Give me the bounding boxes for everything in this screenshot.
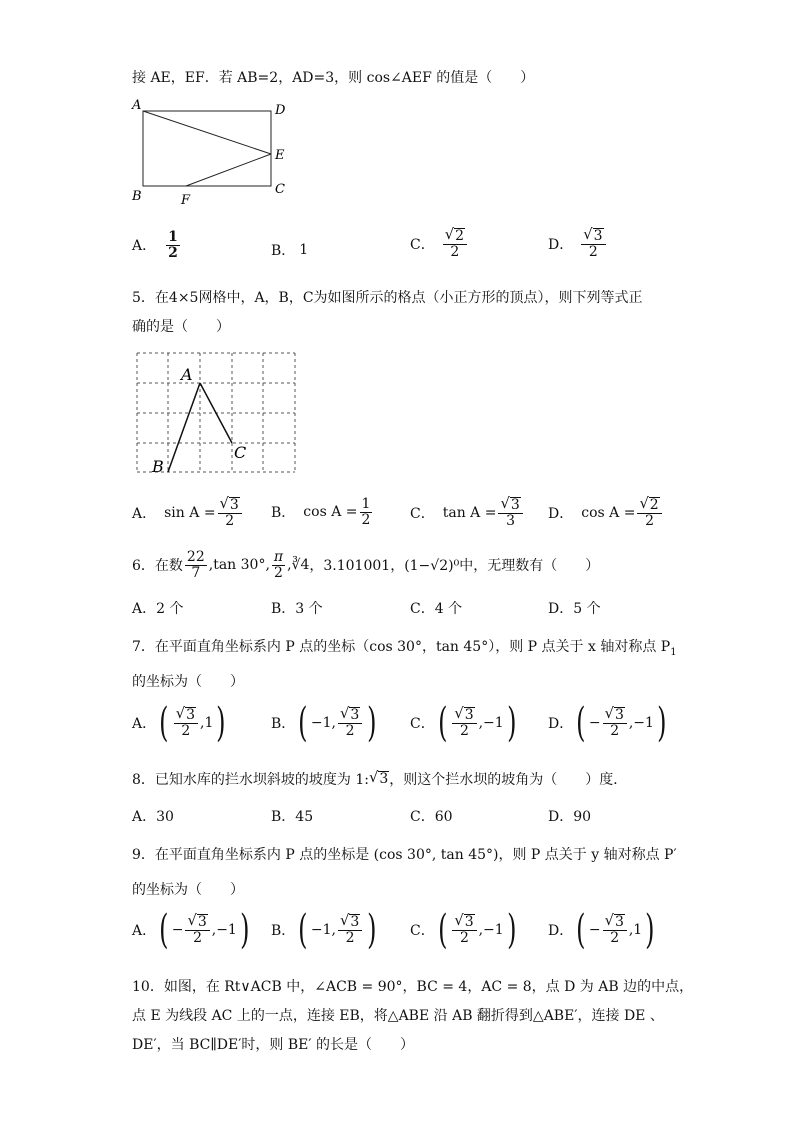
q9-option-c[interactable]: C． ( √ 3 2 ,−1 ): [410, 907, 517, 953]
q8-option-d[interactable]: D．90: [548, 809, 592, 825]
q4-stem: 接 AE，EF．若 AB=2，AD=3，则 cos∠AEF 的值是（ ）: [132, 70, 535, 86]
q6-option-a[interactable]: A．2 个: [132, 601, 184, 617]
q6-stem: 6．在数 $\frac{22}{7}$ ,tan 30°, $\frac{\pi}{2}$ ,∛4 ，3.101001，(1−√2)⁰中，无理数有（ ）: [132, 549, 600, 581]
q5-grid-figure: [132, 348, 302, 480]
q10-stem-line3: DE′，当 BC∥DE′时，则 BE′ 的长是（ ）: [132, 1037, 415, 1053]
q6-option-c[interactable]: C．4 个: [410, 601, 463, 617]
q8-option-a[interactable]: A．30: [132, 809, 174, 825]
q4-option-b[interactable]: B． 1: [271, 242, 309, 259]
q6-option-d[interactable]: D．5 个: [548, 601, 601, 617]
q4-label-E: E: [275, 148, 285, 163]
q9-stem-line2: 的坐标为（ ）: [132, 882, 244, 898]
q5-label-B: B: [152, 457, 164, 476]
q8-option-c[interactable]: C．60: [410, 809, 453, 825]
q8-option-b[interactable]: B．45: [271, 809, 314, 825]
q7-option-b[interactable]: B． ( −1, √ 3 2 ): [271, 700, 377, 746]
q4-label-B: B: [132, 189, 142, 204]
q5-label-A: A: [181, 365, 193, 384]
q5-option-a[interactable]: A． sin A = √ 3 2: [132, 497, 244, 529]
q7-stem-line2: 的坐标为（ ）: [132, 674, 244, 690]
q4-label-C: C: [275, 182, 285, 197]
q4-label-D: D: [275, 103, 286, 118]
q5-stem-line2: 确的是（ ）: [132, 319, 230, 335]
q5-option-c[interactable]: C． tan A = √ 3 3: [410, 497, 525, 529]
q5-option-d[interactable]: D． cos A = √ 2 2: [548, 497, 664, 529]
q4-option-d[interactable]: D． √ 3 2: [548, 228, 608, 260]
q10-stem-line2: 点 E 为线段 AC 上的一点，连接 EB，将△ABE 沿 AB 翻折得到△ABE′，连接 DE 、: [132, 1008, 664, 1024]
q4-option-c[interactable]: C． √ 2 2: [410, 228, 469, 260]
q4-label-A: A: [132, 98, 142, 113]
q4-label-F: F: [181, 193, 191, 208]
q7-option-a[interactable]: A． ( √ 3 2 ,1 ): [132, 700, 226, 746]
q10-stem-line1: 10．如图，在 Rt∨ACB 中，∠ACB = 90°，BC = 4，AC = 8，点 D 为 AB 边的中点，: [132, 979, 694, 995]
q9-stem-line1: 9．在平面直角坐标系内 P 点的坐标是 (cos 30°, tan 45°)，则 P 点关于 y 轴对称点 P′: [132, 847, 677, 863]
q9-option-d[interactable]: D． ( − √ 3 2 ,1 ): [548, 907, 655, 953]
q5-option-b[interactable]: B． cos A = $\frac{1}{2}$: [271, 496, 371, 528]
q7-option-c[interactable]: C． ( √ 3 2 ,−1 ): [410, 700, 517, 746]
q9-option-a[interactable]: A． ( − √ 3 2 ,−1 ): [132, 907, 250, 953]
q4-rectangle-figure: [128, 96, 298, 210]
q8-stem: 8．已知水库的拦水坝斜坡的坡度为 1: √ 3 ，则这个拦水坝的坡角为（ ）度．: [132, 768, 628, 788]
q6-option-b[interactable]: B．3 个: [271, 601, 323, 617]
q4-option-a[interactable]: A． $\frac{1}{2}$: [132, 229, 178, 261]
q5-label-C: C: [234, 443, 247, 462]
q7-stem-line1: 7．在平面直角坐标系内 P 点的坐标（cos 30°，tan 45°），则 P 点关于 x 轴对称点 $P_1$: [132, 639, 677, 658]
q5-stem-line1: 5．在4×5网格中，A，B，C为如图所示的格点（小正方形的顶点），则下列等式正: [132, 290, 643, 306]
q9-option-b[interactable]: B． ( −1, √ 3 2 ): [271, 907, 377, 953]
q7-option-d[interactable]: D． ( − √ 3 2 ,−1 ): [548, 700, 667, 746]
